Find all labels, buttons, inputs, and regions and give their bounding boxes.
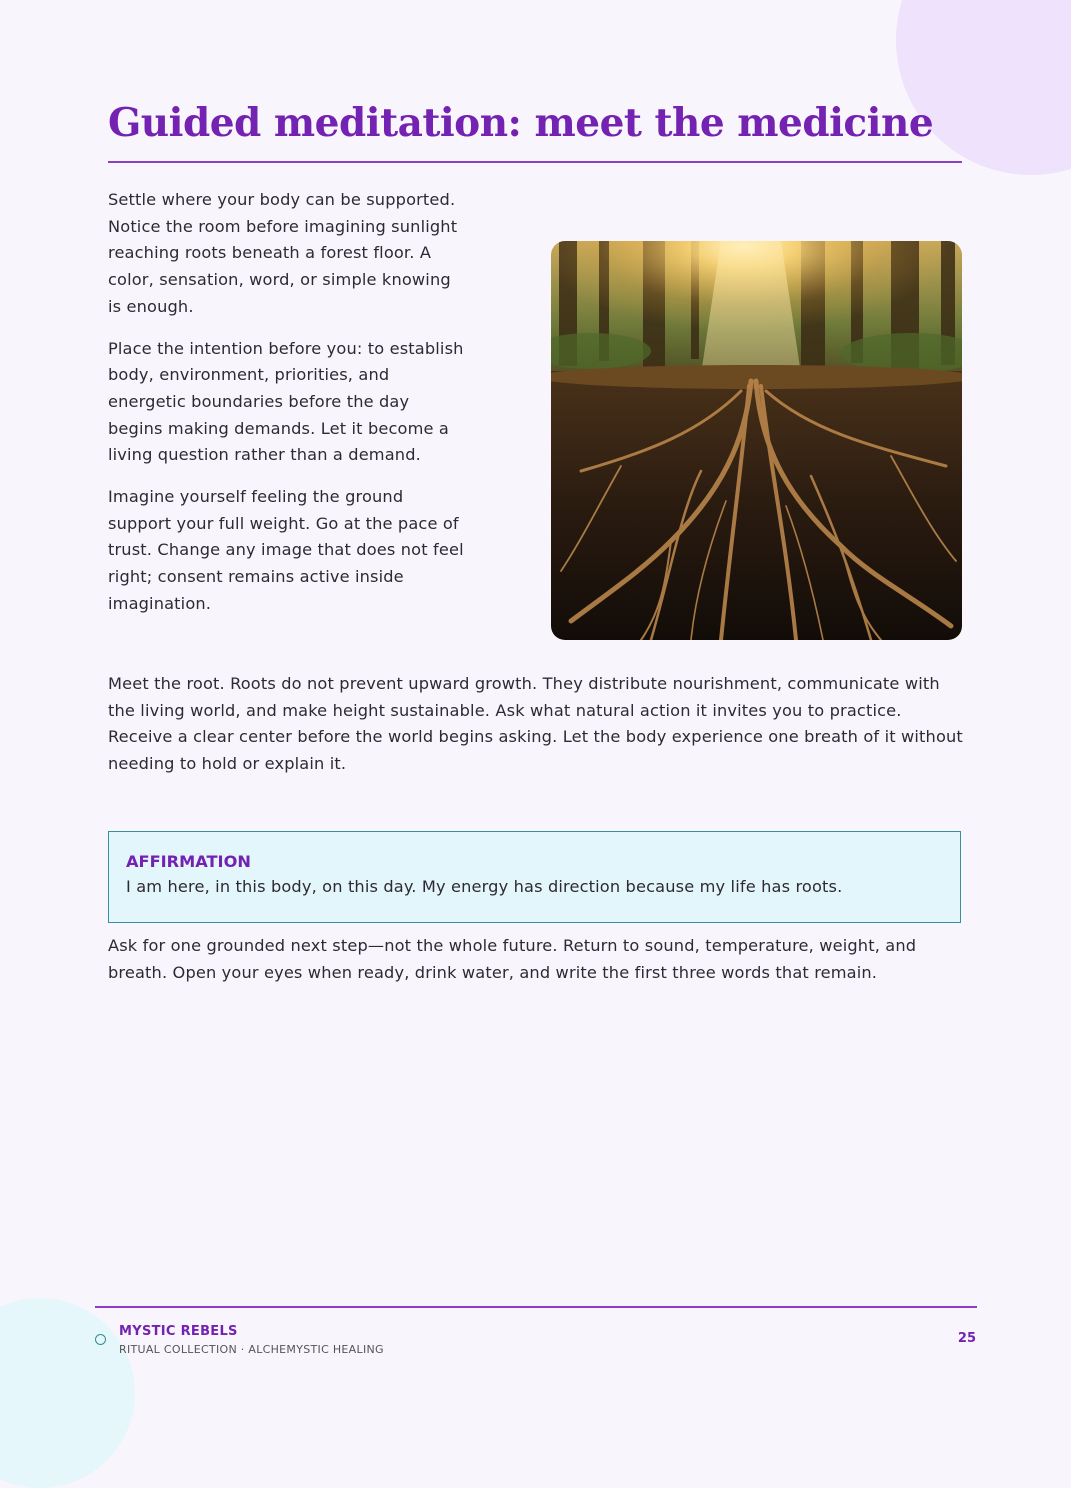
paragraph-settle: Settle where your body can be supported. Notice the room before imagining sunlight reaching roots beneath a forest floor. A color, sensation, word, or simple knowing is enough. [108,190,458,316]
body-continuation [108,671,968,778]
footer-subtitle [119,1343,384,1356]
circle-bullet-icon [95,1334,106,1345]
affirmation-text: I am here, in this body, on this day. My energy has direction because my life has roots. [126,877,843,896]
paragraph-root: Meet the root. Roots do not prevent upward growth. They distribute nourishment, communicate with the living world, and make height sustainable. Ask what natural action it invites you to practice. [108,674,940,720]
footer-series: ALCHEMYSTIC HEALING [248,1343,384,1356]
paragraph-ground: Imagine yourself feeling the ground support your full weight. Go at the pace of trust. Change any image that does not feel right; consent remains active inside imagination. [108,487,464,613]
affirmation-label: AFFIRMATION [126,852,251,871]
footer-divider [95,1306,977,1308]
footer-brand: MYSTIC REBELS [119,1324,238,1339]
forest-roots-photo [551,241,962,640]
title-divider [108,161,962,163]
decorative-circle-top-right [896,0,1071,175]
paragraph-center: Receive a clear center before the world begins asking. Let the body experience one breath of it without needing to hold or explain it. [108,727,963,774]
page-number: 25 [957,1331,976,1346]
page-title: Guided meditation: meet the medicine [108,100,934,146]
affirmation-box [108,831,961,923]
footer-collection: RITUAL COLLECTION [119,1343,237,1356]
decorative-circle-bottom-left [0,1298,135,1488]
intro-column [108,187,468,633]
paragraph-closing: Ask for one grounded next step—not the whole future. Return to sound, temperature, weight, and breath. Open your eyes when ready, drink water, and write the first three words that remain. [108,936,917,982]
paragraph-intention: Place the intention before you: to establish body, environment, priorities, and energetic boundaries before the day begins making demands. Let it become a living question rather than a demand. [108,338,464,465]
footer-separator: · [240,1343,245,1356]
